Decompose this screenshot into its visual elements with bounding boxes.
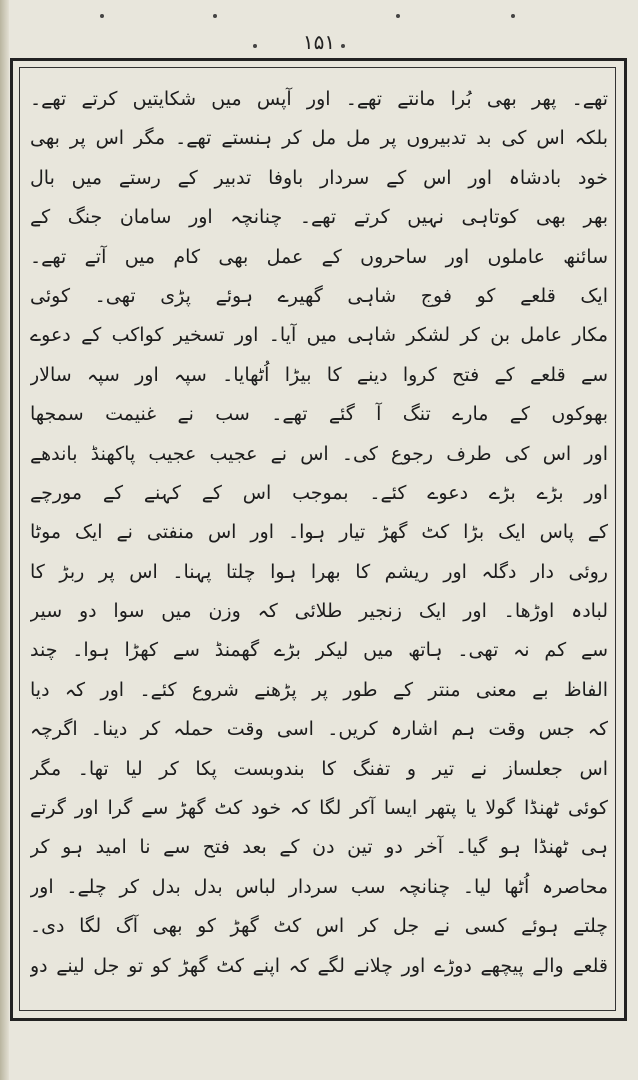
text-line: کوئی ٹھنڈا گولا یا پتھر ایسا آکر لگا کہ خود کٹ گھڑ سے گرا اور گرتے: [30, 797, 608, 820]
print-dot: [100, 14, 104, 18]
text-line: بھوکوں کے مارے تنگ آ گئے تھے۔ سب نے غنیمت سمجھا: [30, 403, 608, 426]
text-line: روئی دار دگلہ اور ریشم کا بھرا ہوا چلتا پہنا۔ اس پر ربڑ کا: [30, 560, 608, 583]
text-line: لبادہ اوڑھا۔ اور ایک زنجیر طلائی کہ وزن میں سوا دو سیر: [30, 600, 608, 623]
print-dot: [396, 14, 400, 18]
text-line: قلعے والے پیچھے دوڑے اور چلانے لگے کہ اپنے کٹ گھڑ کو تو جل لینے دو: [30, 954, 608, 977]
text-line: اور اس کی طرف رجوع کی۔ اس نے عجیب عجیب پاکھنڈ باندھے: [30, 442, 608, 465]
text-line: ہی ٹھنڈا ہو گیا۔ آخر دو تین دن کے بعد فتح سے نا امید ہو کر: [30, 836, 608, 859]
text-line: خود بادشاہ اور اس کے سردار باوفا تدبیر کے رستے میں بال: [30, 166, 608, 189]
text-line: مکار عامل بن کر لشکر شاہی میں آیا۔ اور تسخیر کواکب کے دعوے: [30, 324, 608, 347]
text-line: الفاظ بے معنی منتر کے طور پر پڑھنے شروع کئے۔ اور کہ دیا: [30, 678, 608, 701]
print-dot: [511, 14, 515, 18]
urdu-text-body: [30, 80, 608, 1010]
page-binding-edge: [0, 0, 9, 1080]
text-line: محاصرہ اُٹھا لیا۔ چنانچہ سب سردار لباس بدل بدل کر چلے۔ اور: [30, 875, 608, 898]
text-line: اور بڑے بڑے دعوے کئے۔ بموجب اس کے کہنے کے مورچے: [30, 481, 608, 504]
text-line: کے پاس ایک بڑا کٹ گھڑ تیار ہوا۔ اور اس منفتی نے ایک موٹا: [30, 521, 608, 544]
text-line: تھے۔ پھر بھی بُرا مانتے تھے۔ اور آپس میں شکایتیں کرتے تھے۔: [30, 88, 608, 110]
text-line: چلتے ہوئے کسی نے جل کر اس کٹ گھڑ کو بھی آگ لگا دی۔: [30, 915, 608, 938]
print-dot: [213, 14, 217, 18]
text-line: سے کم نہ تھی۔ ہاتھ میں لیکر بڑے گھمنڈ سے کھڑا ہوا۔ چند: [30, 639, 608, 662]
text-line: سائنھ عاملوں اور ساحروں کے عمل بھی کام میں آتے تھے۔: [30, 245, 608, 268]
text-line: سے قلعے کے فتح کروا دینے کا بیڑا اُٹھایا۔ سپہ اور سپہ سالار: [30, 363, 608, 386]
page-number: ۱۵۱: [302, 30, 336, 54]
text-line: کہ جس وقت ہم اشارہ کریں۔ اسی وقت حملہ کر دینا۔ اگرچہ: [30, 718, 608, 741]
text-line: ایک قلعے کو فوج شاہی گھیرے ہوئے پڑی تھی۔ کوئی: [30, 284, 608, 307]
text-line: بلکہ اس کی بد تدبیروں پر مل مل کر ہنستے تھے۔ مگر اس پر بھی: [30, 127, 608, 150]
text-line: بھر بھی کوتاہی نہیں کرتے تھے۔ چنانچہ اور سامان جنگ کے: [30, 206, 608, 229]
text-line: اس جعلساز نے تیر و تفنگ کا بندوبست پکا کر لیا تھا۔ مگر: [30, 757, 608, 780]
